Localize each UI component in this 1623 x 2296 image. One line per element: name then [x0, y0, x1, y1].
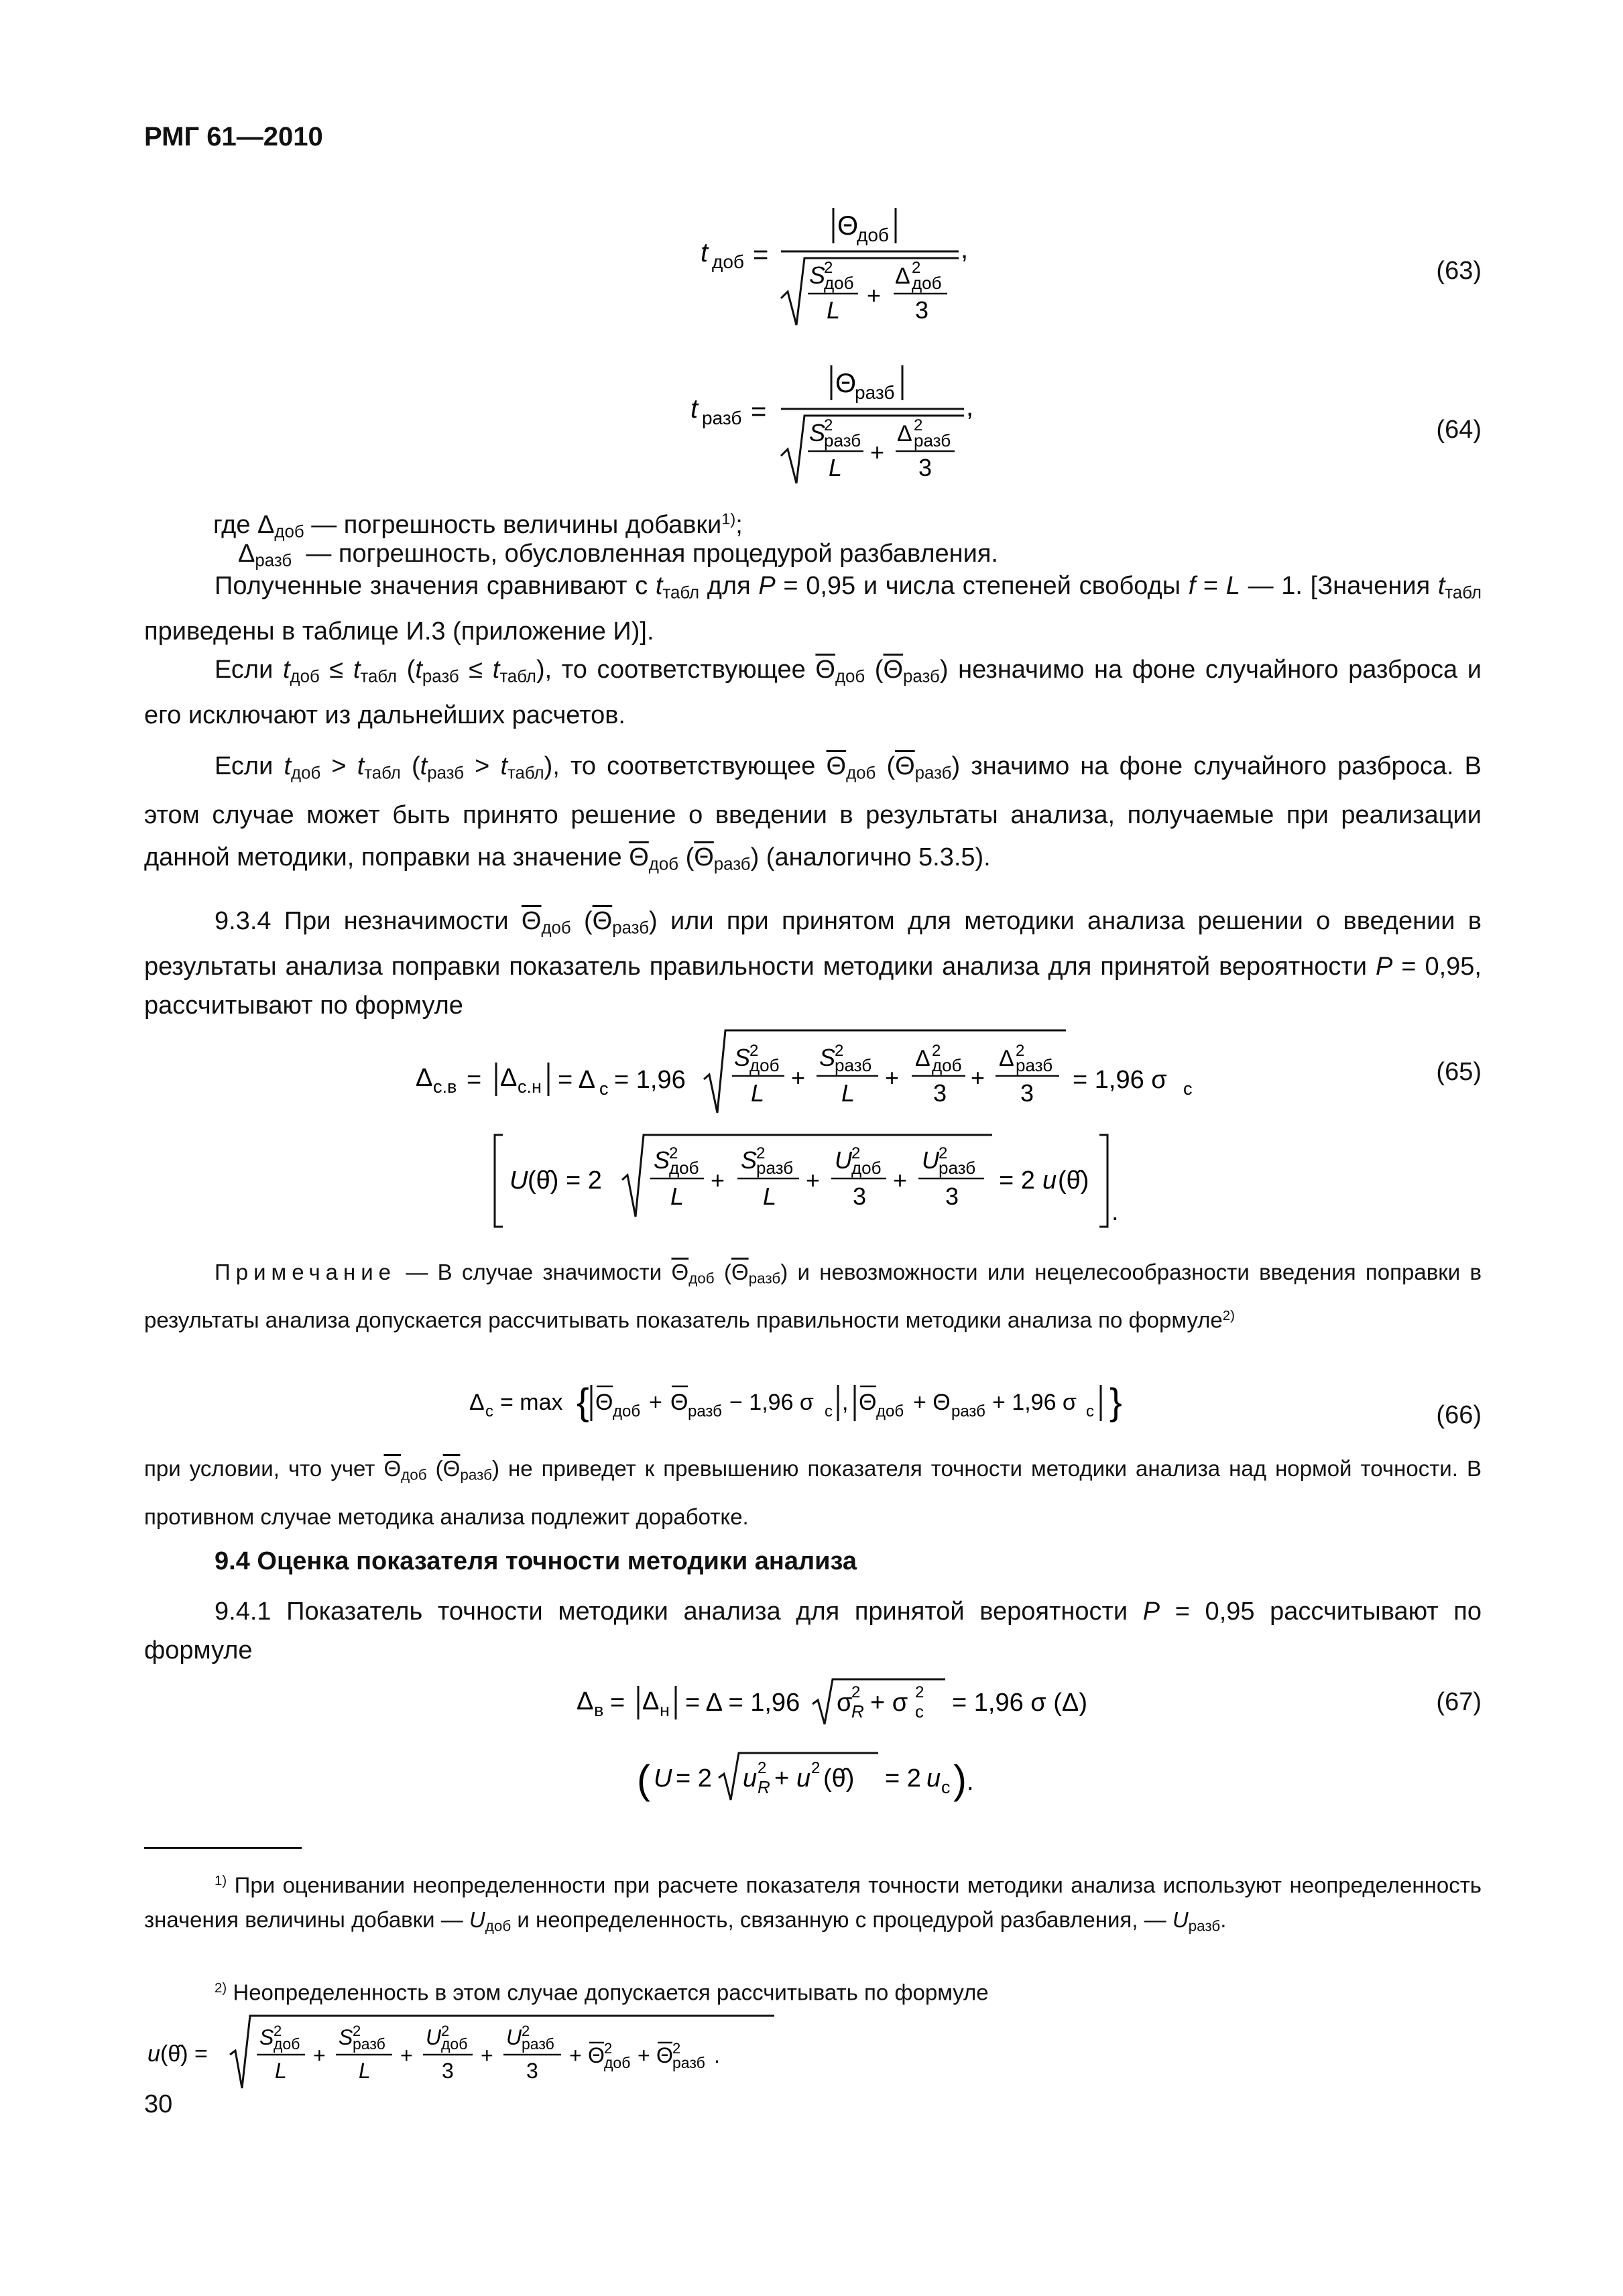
svg-text:доб: доб [669, 1158, 699, 1178]
svg-text:,: , [842, 1390, 849, 1415]
svg-text:+: + [569, 2043, 582, 2067]
svg-text:+: + [806, 1166, 821, 1194]
svg-text:L: L [359, 2059, 371, 2083]
equation-number-63: (63) [1436, 257, 1482, 285]
svg-text:3: 3 [442, 2059, 454, 2083]
svg-text:}: } [1109, 1380, 1122, 1423]
svg-text:+ σ: + σ [870, 1689, 908, 1717]
svg-text:3: 3 [915, 296, 929, 324]
svg-text:2: 2 [932, 1042, 941, 1060]
equation-number-66: (66) [1436, 1401, 1482, 1429]
svg-text:+: + [649, 1390, 662, 1415]
svg-text:разб: разб [855, 382, 895, 403]
svg-text:+ 1,96 σ: + 1,96 σ [992, 1390, 1077, 1415]
svg-text:2: 2 [758, 1759, 767, 1777]
svg-text:с: с [485, 1402, 493, 1421]
svg-text:Δ: Δ [642, 1687, 660, 1715]
svg-text:2: 2 [915, 1683, 924, 1701]
svg-text:=: = [610, 1689, 625, 1717]
svg-text:+: + [481, 2043, 493, 2067]
svg-text:с: с [825, 1402, 833, 1421]
svg-text:разб: разб [756, 1158, 794, 1178]
svg-text:S: S [654, 1146, 670, 1174]
svg-text:3: 3 [918, 454, 933, 481]
svg-text:доб: доб [274, 2035, 300, 2053]
svg-text:S: S [339, 2025, 353, 2049]
equation-number-65: (65) [1436, 1058, 1482, 1086]
svg-text:Δ: Δ [469, 1390, 485, 1415]
svg-text:(θ̂): (θ̂) [823, 1764, 855, 1793]
svg-text:U: U [509, 1166, 528, 1195]
svg-text:R: R [758, 1777, 770, 1797]
definition-delta-dob: где $\Delta_{доб}$ — погрешность величины добавки$^{1)}$; [213, 510, 743, 542]
footnote-1: $^{1)}$ При оценивании неопределенности при расчете показателя точности методики анализа используют неопределенность значения величины добавки — $U_{доб}$ и неопределенность, связанную с процедурой разбавления, — $U_{разб}$. [144, 1872, 1482, 1935]
svg-text:.: . [967, 1768, 974, 1796]
paragraph-compare-t: Полученные значения сравнивают с $t_{табл}$ для P = 0,95 и числа степеней свободы f = L — 1. [Значения $t_{табл}$ приведены в таблице И.3 (приложение И)]. [144, 572, 1482, 646]
svg-text:доб: доб [932, 1055, 962, 1075]
section-heading-9-4: 9.4 Оценка показателя точности методики анализа [215, 1547, 857, 1575]
svg-text:разб: разб [1016, 1055, 1053, 1075]
svg-text:= 1,96: = 1,96 [614, 1066, 686, 1094]
svg-text:σ: σ [837, 1689, 853, 1717]
svg-text:U: U [835, 1146, 852, 1174]
svg-text:Δ: Δ [999, 1046, 1014, 1071]
svg-text:в: в [594, 1700, 604, 1720]
svg-text:3: 3 [526, 2059, 538, 2083]
svg-text:с.в: с.в [433, 1077, 457, 1097]
svg-text:доб: доб [441, 2035, 468, 2053]
note-paragraph: Примечание — В случае значимости $\overline{\Theta}_{доб}$ $(\overline{\Theta}_{разб})$ и невозможности или нецелесообразности введения поправки в результаты анализа допускается рассчитывать показатель правильности методики анализа по формуле$^{2)}$ [144, 1260, 1482, 1332]
svg-text:=: = [753, 240, 769, 269]
svg-text:+: + [870, 438, 885, 466]
definition-delta-razb: $\Delta_{разб}$ — погрешность, обусловленная процедурой разбавления. [238, 540, 998, 570]
svg-text:доб: доб [876, 1402, 904, 1421]
svg-text:(: ( [637, 1757, 650, 1802]
svg-text:u: u [926, 1764, 941, 1793]
paragraph-significant: Если $t_{доб} > t_{табл}$ $(t_{разб} > t_{табл})$, то соответствующее $\overline{\Theta}_{доб}$ $(\overline{\Theta}_{разб})$ значимо на фоне случайного разброса. В этом случае может быть принято решение о введении в результаты анализа, получаемые при реализации данной методики, поправки на значение $\overline{\Theta}_{доб}$ $(\overline{\Theta}_{разб})$ (аналогично 5.3.5). [144, 752, 1482, 874]
svg-text:S: S [809, 261, 826, 289]
note-continuation: при условии, что учет $\overline{\Theta}_{доб}$ $(\overline{\Theta}_{разб})$ не приведет к превышению показателя точности методики анализа над нормой точности. В противном случае методика анализа подлежит доработке. [144, 1456, 1482, 1529]
svg-text:,: , [961, 235, 969, 264]
svg-text:2: 2 [939, 1144, 948, 1162]
svg-text:с: с [1086, 1402, 1094, 1421]
svg-text:=: = [751, 397, 767, 426]
svg-text:+: + [774, 1764, 790, 1793]
svg-text:L: L [670, 1183, 684, 1210]
formula-64 [684, 359, 989, 493]
svg-text:U: U [506, 2025, 522, 2049]
svg-text:U: U [654, 1764, 672, 1793]
equation-number-64: (64) [1436, 416, 1482, 444]
svg-text:u: u [796, 1764, 811, 1793]
svg-text:разб: разб [914, 430, 951, 450]
svg-text:доб: доб [613, 1402, 641, 1421]
svg-text:с: с [941, 1777, 951, 1797]
svg-text:(θ̂) =: (θ̂) = [160, 2041, 208, 2067]
svg-text:доб: доб [749, 1055, 780, 1075]
svg-text:2: 2 [851, 1683, 861, 1701]
svg-text:2: 2 [522, 2022, 530, 2039]
svg-text:разб: разб [835, 1055, 872, 1075]
svg-text:с: с [915, 1701, 924, 1721]
svg-text:S: S [809, 419, 826, 446]
paragraph-insignificant: Если $t_{доб} \le t_{табл}$ $(t_{разб} \le t_{табл})$, то соответствующее $\overline{\Theta}_{доб}$ $(\overline{\Theta}_{разб})$ незначимо на фоне случайного разброса и его исключают из дальнейших расчетов. [144, 656, 1482, 730]
svg-text:Δ: Δ [897, 421, 912, 446]
svg-text:доб: доб [824, 273, 854, 293]
svg-text:S: S [819, 1044, 836, 1071]
page-number: 30 [144, 2090, 173, 2118]
svg-text:S: S [259, 2025, 274, 2049]
svg-text:= Δ: = Δ [558, 1066, 596, 1094]
svg-text:+: + [867, 282, 882, 309]
svg-text:= Δ = 1,96: = Δ = 1,96 [685, 1689, 800, 1717]
paragraph-9-3-4: 9.3.4 При незначимости $\overline{\Theta}_{доб}$ $(\overline{\Theta}_{разб})$ или при принятом для методики анализа решении о введении в результаты анализа поправки показатель правильности методики анализа для принятой вероятности P = 0,95, рассчитывают по формуле [144, 907, 1482, 1020]
formula-65 [409, 1022, 1207, 1244]
svg-text:S: S [734, 1044, 751, 1071]
svg-text:доб: доб [912, 273, 942, 293]
svg-text:Θ: Θ [835, 369, 857, 398]
svg-text:с: с [1183, 1079, 1193, 1099]
svg-text:u: u [743, 1764, 758, 1793]
svg-text:= max: = max [500, 1390, 563, 1415]
svg-text:L: L [841, 1079, 855, 1107]
footnote-separator [144, 1847, 302, 1849]
svg-text:доб: доб [851, 1158, 882, 1178]
svg-text:): ) [953, 1757, 967, 1802]
svg-text:+: + [313, 2043, 326, 2067]
footnote-formula [144, 2008, 815, 2095]
svg-text:2: 2 [851, 1144, 861, 1162]
svg-text:U: U [426, 2025, 442, 2049]
svg-text:,: , [966, 392, 974, 422]
svg-text:2: 2 [669, 1144, 678, 1162]
svg-text:u: u [147, 2041, 160, 2067]
svg-text:2: 2 [835, 1042, 844, 1060]
svg-text:с.н: с.н [518, 1077, 542, 1097]
svg-text:3: 3 [945, 1183, 959, 1210]
svg-text:2: 2 [672, 2040, 681, 2057]
svg-text:L: L [751, 1079, 765, 1107]
paragraph-9-4-1: 9.4.1 Показатель точности методики анализа для принятой вероятности P = 0,95 рассчитывают по формуле [144, 1597, 1482, 1665]
svg-text:=: = [467, 1066, 482, 1094]
svg-text:L: L [829, 454, 843, 481]
svg-text:(θ̂): (θ̂) [1058, 1166, 1089, 1195]
svg-text:+: + [791, 1064, 806, 1091]
svg-text:н: н [660, 1700, 670, 1720]
svg-text:3: 3 [853, 1183, 867, 1210]
svg-text:разб: разб [939, 1158, 976, 1178]
svg-text:R: R [851, 1701, 864, 1721]
svg-text:= 1,96 σ: = 1,96 σ [1073, 1066, 1167, 1094]
svg-text:+: + [885, 1064, 900, 1091]
svg-text:+: + [711, 1166, 725, 1194]
svg-text:2: 2 [824, 416, 833, 434]
svg-text:Δ: Δ [500, 1064, 518, 1092]
svg-text:{: { [577, 1380, 589, 1423]
svg-text:разб: разб [824, 430, 861, 450]
svg-text:Θ: Θ [656, 2043, 673, 2067]
svg-text:t: t [690, 394, 699, 424]
svg-text:Δ: Δ [895, 263, 910, 289]
svg-text:(θ̂) = 2: (θ̂) = 2 [528, 1166, 602, 1195]
svg-text:.: . [714, 2043, 720, 2067]
svg-text:+: + [400, 2043, 413, 2067]
svg-text:U: U [922, 1146, 939, 1174]
footnote-2: $^{2)}$ Неопределенность в этом случае допускается рассчитывать по формуле [215, 1980, 989, 2005]
equation-number-67: (67) [1436, 1688, 1482, 1716]
svg-text:доб: доб [712, 251, 744, 272]
svg-text:− 1,96 σ: − 1,96 σ [729, 1390, 814, 1415]
svg-text:доб: доб [604, 2054, 631, 2071]
svg-text:Δ: Δ [416, 1064, 433, 1092]
svg-text:Δ: Δ [915, 1046, 930, 1071]
document-header: РМГ 61—2010 [144, 122, 323, 152]
svg-text:Θ: Θ [837, 211, 859, 241]
svg-text:Θ: Θ [595, 1390, 613, 1415]
svg-text:u: u [1042, 1166, 1057, 1195]
svg-text:2: 2 [914, 416, 923, 434]
svg-text:+: + [971, 1064, 985, 1091]
svg-text:3: 3 [1020, 1079, 1034, 1107]
svg-text:2: 2 [912, 259, 921, 277]
svg-text:Θ: Θ [588, 2043, 605, 2067]
svg-text:2: 2 [441, 2022, 450, 2039]
svg-text:S: S [741, 1146, 758, 1174]
svg-text:разб: разб [702, 408, 742, 428]
svg-text:2: 2 [756, 1144, 766, 1162]
svg-text:разб: разб [951, 1402, 985, 1421]
svg-text:+: + [893, 1166, 908, 1194]
svg-text:с: с [599, 1079, 609, 1099]
svg-text:разб: разб [353, 2035, 385, 2053]
svg-text:= 2: = 2 [885, 1764, 921, 1793]
svg-text:L: L [827, 296, 841, 324]
svg-text:.: . [1111, 1198, 1119, 1226]
svg-text:= 2: = 2 [999, 1166, 1035, 1195]
svg-text:разб: разб [522, 2035, 554, 2053]
svg-text:Θ: Θ [670, 1390, 688, 1415]
formula-66 [463, 1373, 1193, 1433]
svg-text:t: t [701, 238, 709, 267]
svg-text:2: 2 [1016, 1042, 1025, 1060]
svg-text:+: + [638, 2043, 650, 2067]
svg-text:= 1,96 σ (Δ): = 1,96 σ (Δ) [952, 1689, 1087, 1717]
svg-text:2: 2 [811, 1759, 821, 1777]
svg-text:L: L [275, 2059, 287, 2083]
svg-text:2: 2 [353, 2022, 361, 2039]
formula-63 [694, 198, 989, 332]
svg-text:доб: доб [857, 225, 889, 245]
svg-text:3: 3 [933, 1079, 947, 1107]
svg-text:разб: разб [688, 1402, 722, 1421]
svg-text:L: L [763, 1183, 777, 1210]
formula-67 [570, 1663, 1093, 1823]
svg-text:2: 2 [274, 2022, 282, 2039]
svg-text:Δ: Δ [577, 1687, 594, 1715]
svg-text:разб: разб [672, 2054, 705, 2071]
svg-text:Θ: Θ [859, 1390, 877, 1415]
svg-text:2: 2 [749, 1042, 759, 1060]
svg-text:= 2: = 2 [676, 1764, 712, 1793]
svg-text:2: 2 [604, 2040, 613, 2057]
svg-text:+ Θ: + Θ [913, 1390, 951, 1415]
svg-text:2: 2 [824, 259, 833, 277]
